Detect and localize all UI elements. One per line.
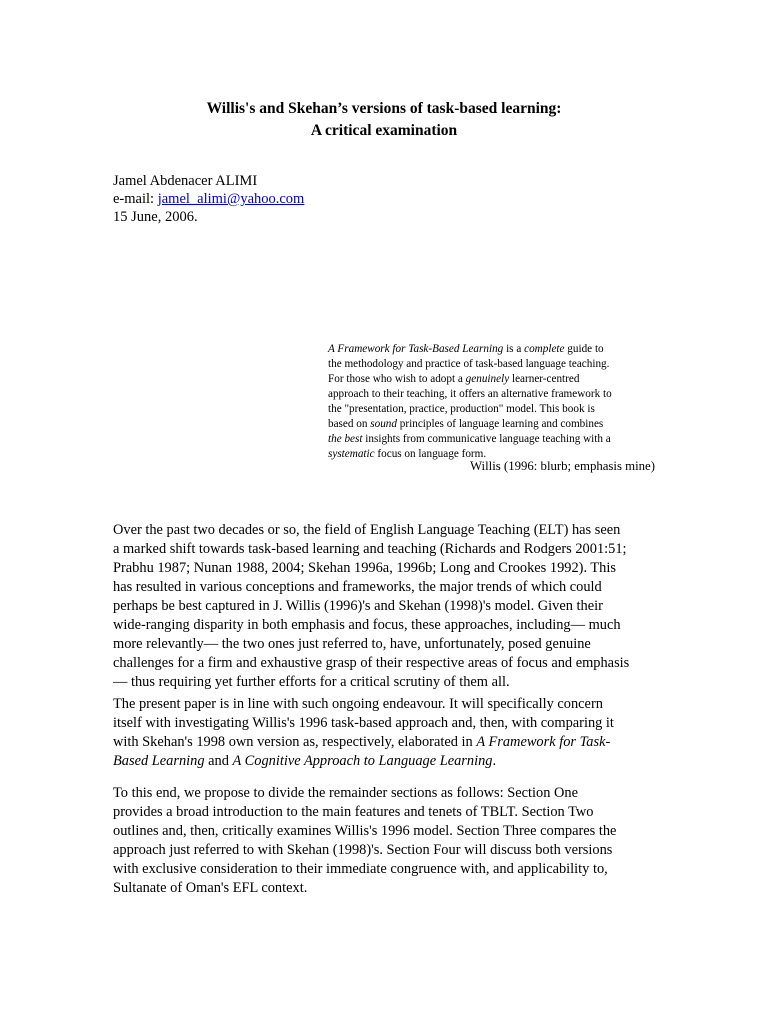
text-run: outlines and, then, critically examines Willis's 1996 model. Section Three compares the xyxy=(113,823,617,839)
italic-text: A Cognitive Approach to Language Learning xyxy=(232,753,493,769)
text-run: based on xyxy=(328,418,371,430)
text-run: with exclusive consideration to their immediate congruence with, and applicability to, xyxy=(113,861,608,877)
text-line xyxy=(328,372,658,387)
text-line xyxy=(113,540,658,559)
text-line xyxy=(113,673,658,692)
text-run: wide-ranging disparity in both emphasis and focus, these approaches, including— much xyxy=(113,617,621,633)
email-label: e-mail: xyxy=(113,191,158,207)
paragraph-3 xyxy=(113,784,658,898)
italic-text: A Framework for Task- xyxy=(476,734,611,750)
italic-text: genuinely xyxy=(465,373,510,385)
paper-title xyxy=(100,98,668,142)
text-run: has resulted in various conceptions and frameworks, the major trends of which could xyxy=(113,579,602,595)
text-run: itself with investigating Willis's 1996 task-based approach and, then, with comparing it xyxy=(113,715,614,731)
text-run: is a xyxy=(503,343,525,355)
text-line xyxy=(113,654,658,673)
text-line xyxy=(113,695,658,714)
text-run: perhaps be best captured in J. Willis (1996)'s and Skehan (1998)'s model. Given their xyxy=(113,598,603,614)
text-run: provides a broad introduction to the main features and tenets of TBLT. Section Two xyxy=(113,804,594,820)
author-date: 15 June, 2006. xyxy=(113,209,198,225)
text-line xyxy=(113,879,658,898)
text-line xyxy=(328,432,658,447)
text-run: guide to xyxy=(564,343,604,355)
text-run: Prabhu 1987; Nunan 1988, 2004; Skehan 1996a, 1996b; Long and Crookes 1992). This xyxy=(113,560,616,576)
text-line xyxy=(113,559,658,578)
italic-text: systematic xyxy=(328,448,375,460)
text-line xyxy=(113,841,658,860)
text-run: challenges for a firm and exhaustive grasp of their respective areas of focus and emphasis xyxy=(113,655,630,671)
text-line xyxy=(328,387,658,402)
text-run: approach just referred to with Skehan (1998)'s. Section Four will discuss both versions xyxy=(113,842,613,858)
text-run: learner-centred xyxy=(509,373,580,385)
text-run: a marked shift towards task-based learning and teaching (Richards and Rodgers 2001:51; xyxy=(113,541,627,557)
italic-text: complete xyxy=(524,343,565,355)
text-line xyxy=(113,635,658,654)
text-run: more relevantly— the two ones just referred to, have, unfortunately, posed genuine xyxy=(113,636,591,652)
text-run: insights from communicative language teaching with a xyxy=(362,433,611,445)
text-run: approach to their teaching, it offers an alternative framework to xyxy=(328,388,612,400)
author-block xyxy=(113,172,304,226)
text-line xyxy=(113,521,658,540)
epigraph-attribution: Willis (1996: blurb; emphasis mine) xyxy=(469,459,655,473)
italic-text: A Framework for Task-Based Learning xyxy=(328,343,504,355)
text-run: focus on language form. xyxy=(374,448,487,460)
text-run: the "presentation, practice, production" model. This book is xyxy=(328,403,595,415)
text-run: with Skehan's 1998 own version as, respectively, elaborated in xyxy=(113,734,477,750)
text-line xyxy=(113,784,658,803)
text-run: principles of language learning and combines xyxy=(397,418,604,430)
text-run: — thus requiring yet further efforts for a critical scrutiny of them all. xyxy=(113,674,510,690)
text-line xyxy=(113,733,658,752)
text-run: the methodology and practice of task-based language teaching. xyxy=(328,358,610,370)
text-line xyxy=(113,752,658,771)
email-link[interactable]: jamel_alimi@yahoo.com xyxy=(157,191,305,207)
text-line xyxy=(328,417,658,432)
text-run: Sultanate of Oman's EFL context. xyxy=(113,880,308,896)
italic-text: the best xyxy=(328,433,363,445)
paragraph-2 xyxy=(113,695,658,771)
paragraph-1 xyxy=(113,521,658,692)
epigraph-quote xyxy=(328,342,658,462)
text-run: and xyxy=(204,753,233,769)
text-line xyxy=(113,578,658,597)
italic-text: Based Learning xyxy=(113,753,205,769)
text-line xyxy=(113,822,658,841)
author-email-row xyxy=(113,190,304,208)
text-line xyxy=(113,860,658,879)
text-run: . xyxy=(492,753,497,769)
italic-text: sound xyxy=(370,418,397,430)
text-line xyxy=(328,342,658,357)
text-run: To this end, we propose to divide the remainder sections as follows: Section One xyxy=(113,785,578,801)
text-run: Over the past two decades or so, the field of English Language Teaching (ELT) has seen xyxy=(113,522,621,538)
title-line-1: Willis's and Skehan’s versions of task-based learning: xyxy=(206,100,562,117)
text-line xyxy=(328,402,658,417)
text-run: The present paper is in line with such ongoing endeavour. It will specifically concern xyxy=(113,696,603,712)
text-line xyxy=(113,616,658,635)
text-line xyxy=(328,357,658,372)
text-line xyxy=(113,714,658,733)
text-line xyxy=(113,803,658,822)
text-line xyxy=(113,597,658,616)
title-line-2: A critical examination xyxy=(310,122,458,139)
text-run: For those who wish to adopt a xyxy=(328,373,466,385)
author-name: Jamel Abdenacer ALIMI xyxy=(113,173,258,189)
